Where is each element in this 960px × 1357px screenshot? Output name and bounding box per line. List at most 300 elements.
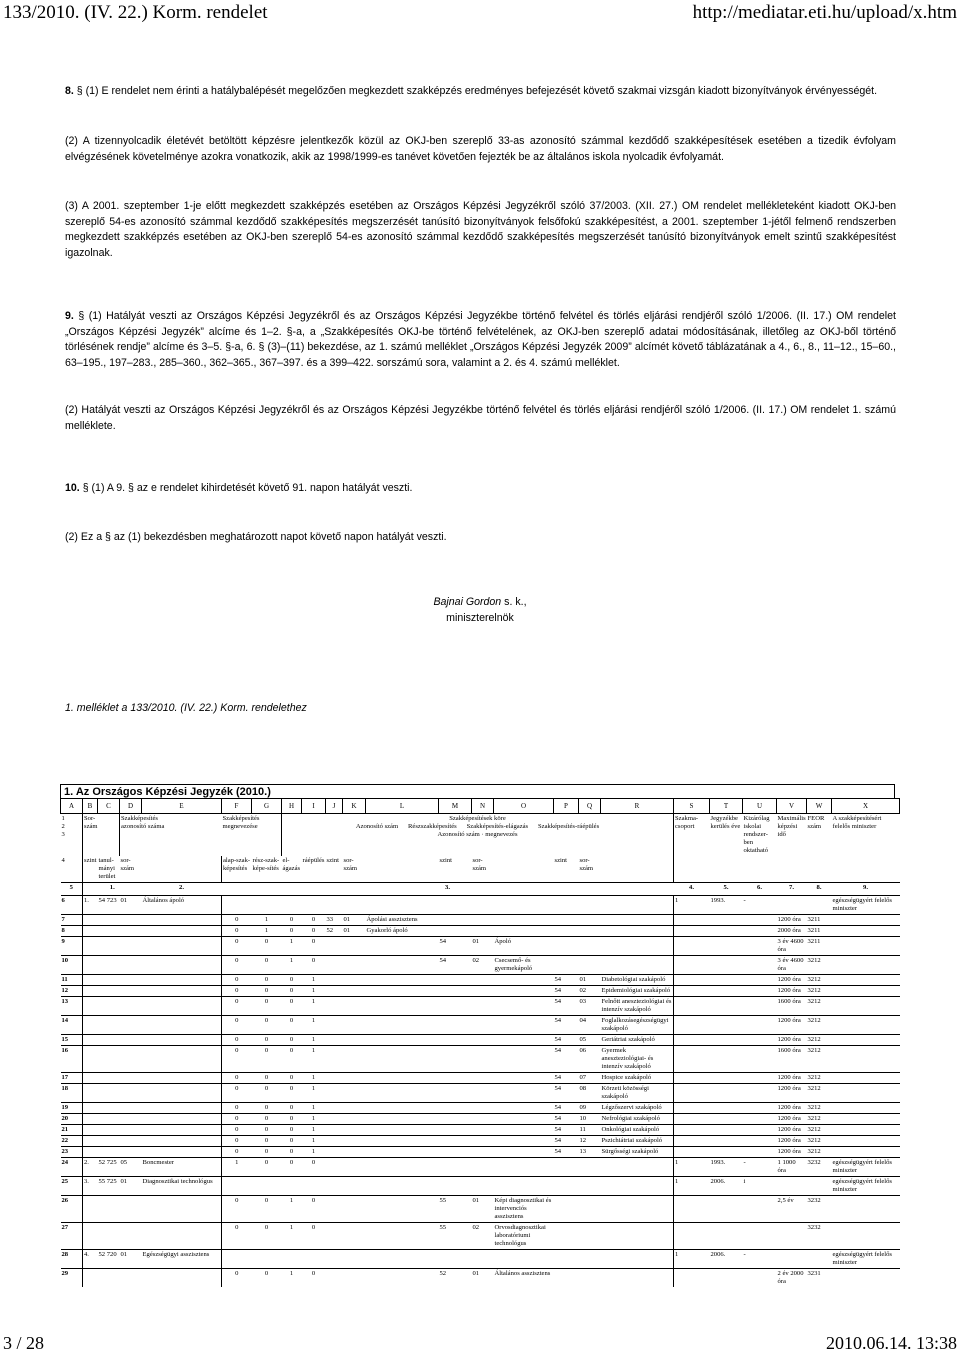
table-row <box>61 1136 900 1147</box>
table-cell: 0 <box>311 1159 316 1166</box>
table-cell: 2,5 év <box>777 1197 794 1204</box>
table-cell: 3212 <box>807 1104 821 1111</box>
table-cell <box>674 997 710 1016</box>
column-letter: F <box>222 799 252 814</box>
table-cell: 1 <box>311 1047 316 1054</box>
table-cell <box>494 986 554 997</box>
table-cell <box>120 1046 142 1073</box>
section-number: 10. <box>65 482 80 494</box>
table-cell: 1200 óra <box>777 1036 801 1043</box>
column-letter: G <box>252 799 282 814</box>
table-cell: Ápolási asszisztens <box>366 916 418 923</box>
table-cell <box>326 1158 343 1177</box>
table-cell <box>439 915 472 926</box>
table-cell: Geriátriai szakápoló <box>601 1036 655 1043</box>
table-cell <box>98 1046 120 1073</box>
table-cell <box>326 1147 343 1158</box>
table-body <box>61 896 900 1288</box>
table-cell: Egészségügyi asszisztens <box>142 1251 210 1258</box>
column-letter: L <box>366 799 439 814</box>
table-cell <box>83 1223 98 1250</box>
table-cell <box>83 937 98 956</box>
table-cell: 54 <box>554 1126 562 1133</box>
table-cell <box>83 1196 98 1223</box>
table-cell: 0 <box>289 1074 294 1081</box>
table-cell: 3 év 4600 óra <box>777 957 804 972</box>
table-cell: 2. <box>84 1159 89 1166</box>
table-cell: 0 <box>264 1197 269 1204</box>
table-cell <box>743 1147 777 1158</box>
table-cell <box>832 956 900 975</box>
table-cell: 0 <box>289 1036 294 1043</box>
table-cell <box>302 1250 326 1269</box>
table-cell <box>120 1223 142 1250</box>
table-cell: 0 <box>264 1270 269 1277</box>
table-cell <box>366 1035 439 1046</box>
table-cell <box>494 1250 554 1269</box>
table-cell: 0 <box>222 1114 252 1125</box>
table-cell <box>326 896 343 915</box>
annex-title: 1. melléklet a 133/2010. (IV. 22.) Korm. rendelethez <box>65 702 307 714</box>
table-cell <box>554 1250 579 1269</box>
table-cell <box>710 975 743 986</box>
table-cell <box>366 896 439 915</box>
table-cell: 0 <box>264 1137 269 1144</box>
table-cell: 01 <box>343 927 351 934</box>
table-cell <box>710 956 743 975</box>
table-cell <box>579 1177 601 1196</box>
table-cell <box>494 896 554 915</box>
table-cell: Orvosdiagnosztikai laboratóriumi technológus <box>494 1224 546 1247</box>
table-cell: 1200 óra <box>777 1126 801 1133</box>
table-cell <box>366 1196 439 1223</box>
table-row <box>61 1046 900 1073</box>
source-url[interactable]: http://mediatar.eti.hu/upload/x.htm <box>692 2 957 23</box>
table-cell: 08 <box>579 1085 587 1092</box>
table-cell <box>494 1016 554 1035</box>
table-cell: 1 <box>674 896 710 915</box>
table-cell: Légzőszervi szakápoló <box>601 1104 662 1111</box>
table-cell <box>83 1114 98 1125</box>
table-cell: 01 <box>120 1178 128 1185</box>
table-cell <box>98 1084 120 1103</box>
section-number: 8. <box>65 85 74 97</box>
table-cell <box>601 1269 674 1288</box>
table-cell: Általános ápoló <box>142 897 185 904</box>
column-letter: E <box>142 799 222 814</box>
table-cell <box>743 1035 777 1046</box>
table-cell <box>832 997 900 1016</box>
table-cell: 6 <box>61 896 83 915</box>
table-row <box>61 915 900 926</box>
table-cell <box>439 1035 472 1046</box>
table-cell <box>366 1073 439 1084</box>
table-cell <box>674 1103 710 1114</box>
table-cell: 1200 óra <box>777 1085 801 1092</box>
table-cell: 01 <box>120 1251 128 1258</box>
table-cell: 3. <box>84 1178 89 1185</box>
table-cell <box>832 1114 900 1125</box>
table-cell <box>302 896 326 915</box>
table-cell: 27 <box>61 1223 83 1250</box>
table-cell: 0 <box>289 927 294 934</box>
table-cell <box>366 975 439 986</box>
section-10-paragraph-1: 10. § (1) A 9. § az e rendelet kihirdetését követő 91. napon hatályát veszti. <box>65 482 413 494</box>
table-cell <box>554 1177 579 1196</box>
table-cell <box>343 997 366 1016</box>
table-cell <box>343 1147 366 1158</box>
table-cell <box>120 926 142 937</box>
table-cell <box>326 1046 343 1073</box>
table-cell: 01 <box>472 1270 480 1277</box>
table-cell <box>98 1016 120 1035</box>
table-cell <box>674 1269 710 1288</box>
table-cell: 54 723 <box>98 897 117 904</box>
signature: Bajnai Gordon s. k., miniszterelnök <box>0 594 960 626</box>
table-cell: 4. <box>84 1251 89 1258</box>
table-row <box>61 1147 900 1158</box>
table-cell: 13 <box>61 997 83 1016</box>
table-cell <box>142 1035 222 1046</box>
table-cell <box>832 1084 900 1103</box>
table-cell: 52 <box>439 1270 447 1277</box>
table-cell <box>282 1250 302 1269</box>
table-cell <box>98 975 120 986</box>
table-cell <box>439 1046 472 1073</box>
table-cell <box>579 1196 601 1223</box>
table-row <box>61 1158 900 1177</box>
table-cell <box>98 956 120 975</box>
table-cell: 1 <box>311 976 316 983</box>
table-cell <box>366 1177 439 1196</box>
table-cell <box>326 1103 343 1114</box>
table-cell <box>601 956 674 975</box>
table-cell: 0 <box>222 1136 252 1147</box>
table-cell: 0 <box>311 1197 316 1204</box>
table-cell <box>710 937 743 956</box>
table-cell <box>832 1046 900 1073</box>
table-cell: 0 <box>222 975 252 986</box>
table-cell <box>222 1250 252 1269</box>
table-cell <box>832 1035 900 1046</box>
table-cell <box>343 1016 366 1035</box>
table-cell <box>83 926 98 937</box>
table-cell: 0 <box>264 976 269 983</box>
table-cell <box>710 926 743 937</box>
table-cell: egészségügyért felelős miniszter <box>832 897 893 912</box>
table-cell <box>142 1084 222 1103</box>
table-cell: 0 <box>289 916 294 923</box>
table-cell: 0 <box>222 937 252 956</box>
table-cell <box>579 1269 601 1288</box>
table-cell: 0 <box>311 1270 316 1277</box>
table-cell <box>83 986 98 997</box>
table-cell <box>777 1223 807 1250</box>
table-cell <box>674 1035 710 1046</box>
table-cell: 3212 <box>807 1017 821 1024</box>
table-cell <box>472 896 494 915</box>
table-cell: i <box>743 1178 746 1185</box>
table-cell: 3212 <box>807 1085 821 1092</box>
table-cell <box>83 1103 98 1114</box>
table-cell <box>83 915 98 926</box>
table-cell: Foglalkozásegészségügyi szakápoló <box>601 1017 669 1032</box>
table-cell <box>343 896 366 915</box>
table-cell <box>439 896 472 915</box>
table-cell: 1 <box>222 1158 252 1177</box>
table-cell: 1200 óra <box>777 976 801 983</box>
table-cell <box>710 986 743 997</box>
table-cell <box>326 1035 343 1046</box>
table-cell: 3211 <box>807 927 821 934</box>
table-row <box>61 937 900 956</box>
table-cell <box>710 997 743 1016</box>
table-cell <box>142 1125 222 1136</box>
table-cell <box>832 1073 900 1084</box>
table-cell <box>98 1103 120 1114</box>
column-letter: X <box>832 799 900 814</box>
table-cell: 0 <box>222 915 252 926</box>
table-cell: 1600 óra <box>777 998 801 1005</box>
table-cell <box>674 956 710 975</box>
table-cell <box>674 1046 710 1073</box>
table-cell <box>142 1114 222 1125</box>
table-cell <box>743 1136 777 1147</box>
table-cell <box>832 1103 900 1114</box>
table-cell <box>807 896 832 915</box>
table-cell <box>832 1196 900 1223</box>
column-letter: U <box>743 799 777 814</box>
table-cell: 01 <box>579 976 587 983</box>
table-cell <box>554 1223 579 1250</box>
table-cell <box>579 956 601 975</box>
table-cell: 1 <box>289 938 294 945</box>
table-cell <box>142 1016 222 1035</box>
table-cell <box>832 926 900 937</box>
table-cell <box>120 1084 142 1103</box>
table-cell: 1 <box>311 1137 316 1144</box>
table-cell: 0 <box>264 1017 269 1024</box>
table-cell <box>98 1196 120 1223</box>
table-cell <box>807 1177 832 1196</box>
table-cell: 0 <box>311 927 316 934</box>
signatory-name: Bajnai Gordon <box>433 596 502 608</box>
table-cell: 14 <box>61 1016 83 1035</box>
table-cell <box>343 1177 366 1196</box>
table-cell: 52 <box>326 927 334 934</box>
table-cell: 1. <box>84 897 89 904</box>
table-cell: 0 <box>222 1223 252 1250</box>
table-cell <box>472 1158 494 1177</box>
table-cell <box>252 896 282 915</box>
table-cell: 8 <box>61 926 83 937</box>
table-cell <box>674 1073 710 1084</box>
table-cell <box>674 1125 710 1136</box>
table-cell <box>710 1073 743 1084</box>
table-cell <box>142 956 222 975</box>
table-cell <box>343 956 366 975</box>
table-cell: 10 <box>61 956 83 975</box>
table-cell <box>326 1016 343 1035</box>
table-cell <box>98 937 120 956</box>
table-cell <box>83 997 98 1016</box>
table-cell <box>472 975 494 986</box>
table-cell <box>832 1269 900 1288</box>
table-cell: 2000 óra <box>777 927 801 934</box>
table-cell <box>326 1196 343 1223</box>
table-cell <box>83 975 98 986</box>
table-cell <box>343 1223 366 1250</box>
table-cell: - <box>743 897 746 904</box>
table-cell: 3212 <box>807 1074 821 1081</box>
table-cell <box>120 1136 142 1147</box>
table-cell: 0 <box>222 1269 252 1288</box>
table-cell <box>343 1136 366 1147</box>
table-cell <box>343 1125 366 1136</box>
table-cell: 1 <box>289 1224 294 1231</box>
table-cell <box>366 956 439 975</box>
table-cell <box>832 915 900 926</box>
table-cell <box>743 926 777 937</box>
table-cell: 55 <box>439 1197 447 1204</box>
table-cell: 3212 <box>807 1148 821 1155</box>
column-letter-row <box>61 799 900 814</box>
table-cell <box>743 1114 777 1125</box>
table-cell: 26 <box>61 1196 83 1223</box>
table-cell <box>601 937 674 956</box>
table-cell <box>98 1223 120 1250</box>
table-cell: 54 <box>554 1085 562 1092</box>
table-cell <box>710 915 743 926</box>
table-cell <box>601 896 674 915</box>
column-letter: A <box>61 799 83 814</box>
table-cell <box>743 1103 777 1114</box>
table-cell <box>343 1114 366 1125</box>
table-row <box>61 926 900 937</box>
table-cell: 1 <box>674 1158 710 1177</box>
table-cell: 0 <box>311 1224 316 1231</box>
table-cell <box>743 1269 777 1288</box>
table-cell: 0 <box>222 1147 252 1158</box>
table-cell <box>120 1114 142 1125</box>
table-cell <box>326 997 343 1016</box>
table-cell <box>807 1250 832 1269</box>
table-cell <box>120 1016 142 1035</box>
table-cell <box>494 1158 554 1177</box>
table-cell: 23 <box>61 1147 83 1158</box>
section-number: 9. <box>65 310 74 322</box>
table-cell <box>366 1158 439 1177</box>
table-row <box>61 1103 900 1114</box>
signatory-title: miniszterelnök <box>446 612 514 624</box>
column-letter: D <box>120 799 142 814</box>
table-cell <box>579 915 601 926</box>
column-letter: C <box>98 799 120 814</box>
table-cell: 0 <box>289 1148 294 1155</box>
table-cell <box>343 1084 366 1103</box>
table-cell <box>142 1147 222 1158</box>
table-cell <box>326 1073 343 1084</box>
table-cell <box>120 997 142 1016</box>
table-cell <box>710 1114 743 1125</box>
table-cell: 10 <box>579 1115 587 1122</box>
table-cell: 01 <box>343 916 351 923</box>
table-cell: 09 <box>579 1104 587 1111</box>
table-cell: 0 <box>311 938 316 945</box>
table-cell: 01 <box>120 897 128 904</box>
table-cell <box>120 1125 142 1136</box>
table-cell <box>601 1223 674 1250</box>
table-cell: egészségügyért felelős miniszter <box>832 1178 893 1193</box>
table-row <box>61 1073 900 1084</box>
table-cell: - <box>743 1251 746 1258</box>
table-cell <box>743 997 777 1016</box>
table-cell <box>439 1016 472 1035</box>
table-cell <box>743 1196 777 1223</box>
table-cell: 52 725 <box>98 1159 117 1166</box>
table-row <box>61 896 900 915</box>
table-cell <box>579 1158 601 1177</box>
table-cell <box>326 1269 343 1288</box>
table-cell <box>282 1177 302 1196</box>
table-cell: 12 <box>61 986 83 997</box>
table-cell <box>472 1073 494 1084</box>
table-cell <box>439 1073 472 1084</box>
table-cell: 1 <box>311 1115 316 1122</box>
table-cell: 0 <box>264 998 269 1005</box>
table-cell <box>579 937 601 956</box>
table-cell <box>743 975 777 986</box>
table-cell: 9 <box>61 937 83 956</box>
table-cell <box>83 1084 98 1103</box>
table-cell <box>343 1046 366 1073</box>
table-cell: 54 <box>554 1036 562 1043</box>
table-row <box>61 1269 900 1288</box>
table-cell: Képi diagnosztikai és intervenciós asszisztens <box>494 1197 552 1220</box>
table-cell: 54 <box>554 987 562 994</box>
table-cell <box>439 1125 472 1136</box>
table-cell: 18 <box>61 1084 83 1103</box>
table-cell: 0 <box>264 1047 269 1054</box>
table-cell: 04 <box>579 1017 587 1024</box>
table-cell: 0 <box>264 1159 269 1166</box>
table-cell <box>777 1250 807 1269</box>
table-cell <box>83 1035 98 1046</box>
table-cell: 3211 <box>807 916 821 923</box>
table-cell <box>120 1196 142 1223</box>
table-cell: 25 <box>61 1177 83 1196</box>
section-9-paragraph-2: (2) Hatályát veszti az Országos Képzési Jegyzékről és az Országos Képzési Jegyzékbe történő felvétel és törlés eljárási rendjéről szóló 1/2006. (II. 17.) OM rendelet 1. számú melléklete. <box>65 404 896 432</box>
column-letter: R <box>601 799 674 814</box>
table-cell: 0 <box>289 1104 294 1111</box>
table-cell: 0 <box>289 1126 294 1133</box>
table-cell: 05 <box>120 1159 128 1166</box>
table-cell <box>366 1250 439 1269</box>
table-cell <box>710 1269 743 1288</box>
table-cell <box>710 1125 743 1136</box>
table-cell <box>142 1223 222 1250</box>
table-cell <box>743 1223 777 1250</box>
table-cell <box>472 1125 494 1136</box>
document-title: 133/2010. (IV. 22.) Korm. rendelet <box>3 2 268 23</box>
table-cell: 11 <box>61 975 83 986</box>
table-cell <box>743 956 777 975</box>
table-cell <box>494 1125 554 1136</box>
table-cell <box>710 1016 743 1035</box>
table-cell <box>252 1250 282 1269</box>
table-cell: 54 <box>439 938 447 945</box>
table-cell: 12 <box>579 1137 587 1144</box>
